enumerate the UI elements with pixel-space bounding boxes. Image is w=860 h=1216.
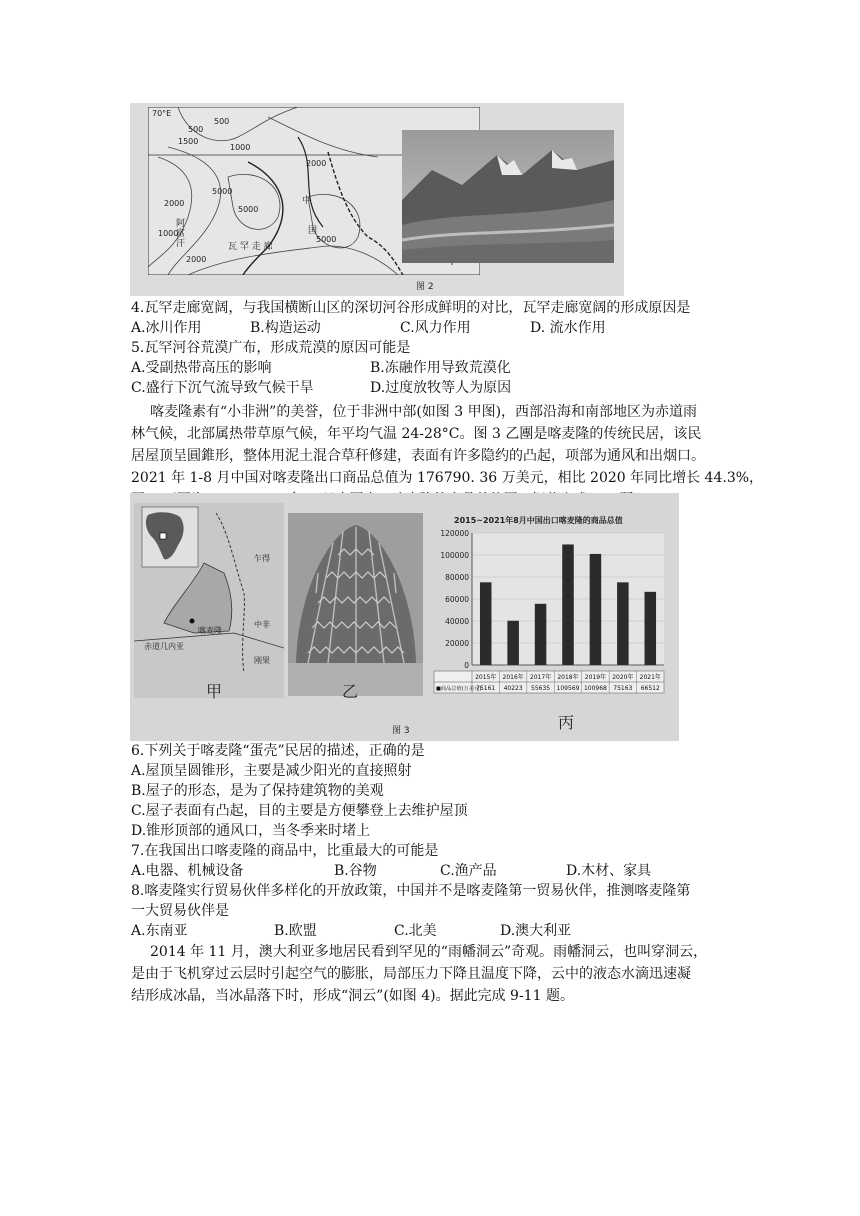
q7-option-b: B.谷物 (334, 863, 377, 879)
q6-option-d: D.锥形顶部的通风口，当冬季来时堵上 (131, 823, 371, 839)
q5-option-b: B.冻融作用导致荒漠化 (370, 360, 511, 376)
bar (562, 544, 574, 665)
question-4-stem: 4.瓦罕走廊宽阔，与我国横断山区的深切河谷形成鲜明的对比，瓦罕走廊宽阔的形成原因是 (131, 300, 691, 316)
contour-label: 5000 (238, 205, 259, 214)
figure-3 (130, 493, 679, 741)
contour-label: 500 (188, 125, 204, 134)
wakhan-valley-photo (402, 130, 614, 263)
contour-label: 1000 (230, 143, 251, 152)
question-8-stem-line1: 8.喀麦隆实行贸易伙伴多样化的开放政策，中国并不是喀麦隆第一贸易伙伴，推测喀麦隆第 (131, 883, 691, 899)
q8-option-d: D.澳大利亚 (500, 923, 572, 939)
contour-label: 2000 (306, 159, 327, 168)
x-tick-label: 2020年 (612, 674, 634, 681)
contour-label: 5000 (316, 235, 337, 244)
contour-label: 2000 (164, 199, 185, 208)
q4-option-c: C.风力作用 (400, 320, 471, 336)
passage-2-line: 是由于飞机穿过云层时引起空气的膨胀，局部压力下降且温度下降，云中的液态水滴迅速凝 (131, 966, 691, 982)
data-label: 55635 (531, 685, 551, 692)
contour-label: 1000 (158, 229, 179, 238)
figure-2 (130, 103, 624, 296)
map-label-afghanistan: 阿 富 汗 (176, 219, 186, 249)
panel-label-jia: 甲 (206, 682, 223, 701)
eggshell-house-photo (288, 513, 423, 696)
y-tick-label: 20000 (445, 639, 469, 648)
map-label-cameroon: 喀麦隆 (198, 626, 222, 635)
y-tick-label: 0 (464, 661, 469, 670)
x-tick-label: 2017年 (529, 674, 552, 681)
map-label-wakhan: 瓦 罕 走 廊 (228, 242, 273, 252)
map-label-car: 中非 (254, 620, 270, 629)
question-6-stem: 6.下列关于喀麦隆“蛋壳”民居的描述，正确的是 (131, 743, 425, 759)
q6-option-c: C.屋子表面有凸起，目的主要是方便攀登上去维护屋顶 (131, 803, 468, 819)
map-label-congo: 刚果 (254, 656, 270, 665)
map-label-china2: 国 (308, 226, 318, 236)
bar (590, 554, 602, 665)
y-tick-label: 40000 (445, 617, 469, 626)
q7-option-d: D.木材、家具 (566, 863, 652, 879)
data-label: 100968 (583, 685, 607, 692)
q5-option-c: C.盛行下沉气流导致气候干旱 (131, 380, 314, 396)
map-label-chad: 乍得 (254, 554, 270, 563)
q4-option-a: A.冰川作用 (131, 320, 202, 336)
data-label: 66512 (640, 685, 660, 692)
y-tick-label: 80000 (445, 573, 469, 582)
passage-2-line: 2014 年 11 月，澳大利亚多地居民看到罕见的“雨幡洞云”奇观。雨幡洞云，也叫穿洞云， (150, 944, 708, 960)
contour-label: 2000 (186, 255, 207, 264)
q5-option-a: A.受副热带高压的影响 (131, 360, 272, 376)
data-label: 75163 (613, 685, 633, 692)
passage-1-line: 林气候，北部属热带草原气候，年平均气温 24-28°C。图 3 乙團是喀麦隆的传统民居，该民 (131, 426, 702, 442)
q4-option-b: B.构造运动 (250, 320, 321, 336)
x-tick-label: 2016年 (502, 674, 524, 681)
x-tick-label: 2021年 (639, 674, 661, 681)
y-tick-label: 120000 (440, 529, 469, 538)
contour-label: 1500 (178, 137, 199, 146)
bar (535, 604, 547, 665)
bar (617, 582, 629, 665)
q7-option-c: C.渔产品 (440, 863, 497, 879)
figure-2-caption: 图 2 (416, 282, 434, 292)
map-label-china1: 中 (302, 196, 312, 206)
export-value-chart (432, 515, 672, 710)
panel-label-bing: 丙 (558, 713, 575, 732)
passage-1-line: 居屋顶呈圓錐形，整体用泥土混合草秆修建，表面有许多隐约的凸起，项部为通风和出烟口。 (131, 448, 705, 464)
q5-option-d: D.过度放牧等人为原因 (370, 380, 512, 396)
question-8-stem-line2: 一大贸易伙伴是 (131, 903, 229, 919)
passage-2-line: 结形成冰晶，当冰晶落下时，形成“洞云”(如图 4)。据此完成 9-11 题。 (131, 988, 574, 1004)
data-label: 109569 (556, 685, 580, 692)
x-tick-label: 2018年 (557, 674, 579, 681)
passage-1-line: 喀麦隆素有“小非洲”的美誉，位于非洲中部(如图 3 甲图)，西部沿海和南部地区为赤道雨 (150, 404, 698, 420)
q6-option-b: B.屋子的形态，是为了保持建筑物的美观 (131, 783, 384, 799)
q8-option-b: B.欧盟 (274, 923, 317, 939)
q8-option-c: C.北美 (394, 923, 437, 939)
question-5-stem: 5.瓦罕河谷荒漠广布，形成荒漠的原因可能是 (131, 340, 411, 356)
q6-option-a: A.屋顶呈圆锥形，主要是减少阳光的直接照射 (131, 763, 412, 779)
bar (645, 592, 657, 665)
contour-label: 5000 (212, 187, 233, 196)
figure-3-caption: 图 3 (392, 726, 410, 736)
question-7-stem: 7.在我国出口喀麦隆的商品中，比重最大的可能是 (131, 843, 439, 859)
cameroon-location-map (134, 503, 284, 698)
y-tick-label: 60000 (445, 595, 469, 604)
q8-option-a: A.东南亚 (131, 923, 188, 939)
data-label: 75161 (476, 685, 496, 692)
y-tick-label: 100000 (440, 551, 469, 560)
bar-chart-svg (432, 527, 672, 710)
q4-option-d: D. 流水作用 (530, 320, 606, 336)
bar (480, 582, 492, 665)
x-tick-label: 2015年 (475, 674, 497, 681)
data-label: 40223 (503, 685, 523, 692)
chart-title: 2015~2021年8月中国出口喀麦隆的商品总值 (454, 516, 623, 525)
chart-legend-label: ■商品总值(万美元) (436, 686, 482, 692)
q7-option-a: A.电器、机械设备 (131, 863, 244, 879)
map-label-eq-guinea: 赤道几内亚 (144, 642, 184, 651)
bar (507, 621, 519, 665)
passage-1-line: 2021 年 1-8 月中国对喀麦隆出口商品总值为 176790. 36 万美元，相比 2020 年同比增长 44.3%， (131, 470, 764, 486)
map-label-lon: 70°E (152, 109, 172, 118)
contour-label: 500 (214, 117, 230, 126)
panel-label-yi: 乙 (342, 682, 359, 701)
x-tick-label: 2019年 (584, 674, 607, 681)
